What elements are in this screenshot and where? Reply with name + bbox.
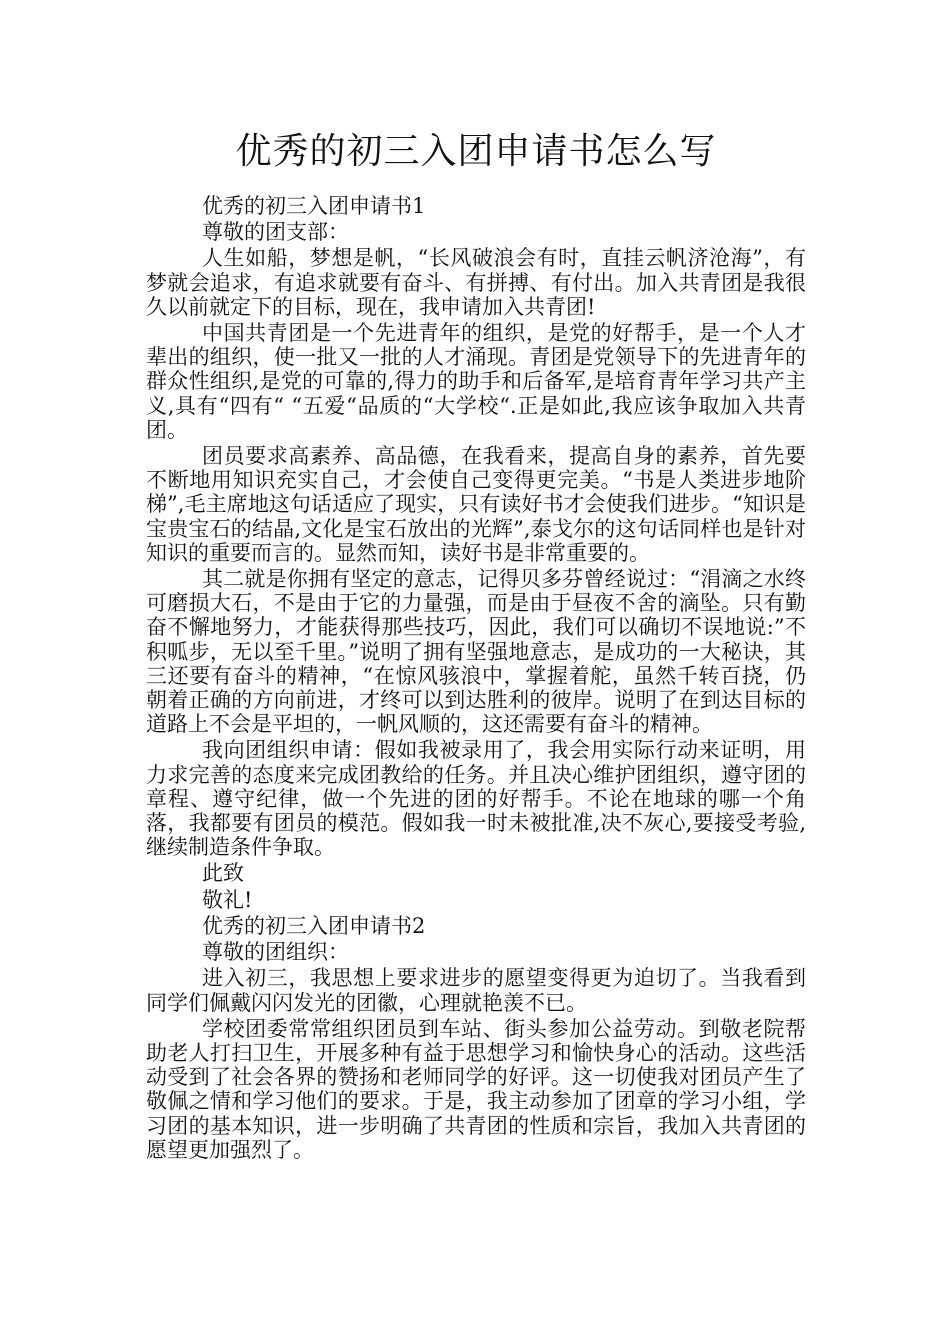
document-body <box>146 194 806 1162</box>
body-paragraph: 学校团委常常组织团员到车站、街头参加公益劳动。到敬老院帮助老人打扫卫生，开展多种有益于思想学习和愉快身心的活动。这些活动受到了社会各界的赞扬和老师同学的好评。这一切使我对团员产生了敬佩之情和学习他们的要求。于是，我主动参加了团章的学习小组，学习团的基本知识，进一步明确了共青团的性质和宗旨，我加入共青团的愿望更加强烈了。 <box>146 1016 806 1162</box>
section-heading-1: 优秀的初三入团申请书1 <box>202 194 426 218</box>
body-paragraph: 进入初三，我思想上要求进步的愿望变得更为迫切了。当我看到同学们佩戴闪闪发光的团徽，心理就艳羡不已。 <box>146 966 806 1015</box>
body-paragraph: 人生如船，梦想是帆，“长风破浪会有时，直挂云帆济沧海”，有梦就会追求，有追求就要有奋斗、有拼搏、有付出。加入共青团是我很久以前就定下的目标，现在，我申请加入共青团! <box>146 246 806 319</box>
salutation-2: 尊敬的团组织： <box>202 940 349 965</box>
salutation-1: 尊敬的团支部： <box>202 220 349 245</box>
section-heading-2: 优秀的初三入团申请书2 <box>202 913 426 938</box>
closing-line: 此致 <box>202 861 244 886</box>
body-paragraph: 其二就是你拥有坚定的意志，记得贝多芬曾经说过：“涓滴之水终可磨损大石，不是由于它的力量强，而是由于昼夜不舍的滴坠。只有勤奋不懈地努力，才能获得那些技巧，因此，我们可以确切不误地说:”不积呱步，无以至千里。”说明了拥有坚强地意志，是成功的一大秘诀，其三还要有奋斗的精神，“在惊风骇浪中，掌握着舵，虽然千转百挠，仍朝着正确的方向前进，才终可以到达胜利的彼岸。说明了在到达目标的道路上不会是平坦的，一帆风顺的，这还需要有奋斗的精神。 <box>146 567 806 737</box>
document-page <box>146 128 806 1164</box>
body-paragraph: 中国共青团是一个先进青年的组织，是党的好帮手，是一个人才辈出的组织，使一批又一批的人才涌现。青团是党领导下的先进青年的群众性组织,是党的可靠的,得力的助手和后备军,是培育青年学习共产主义,具有“四有“ “五爱“品质的“大学校“.正是如此,我应该争取加入共青团。 <box>146 321 806 442</box>
body-paragraph: 团员要求高素养、高品德，在我看来，提高自身的素养，首先要不断地用知识充实自己，才会使自己变得更完美。“书是人类进步地阶梯”,毛主席地这句话适应了现实，只有读好书才会使我们进步。“知识是宝贵宝石的结晶,文化是宝石放出的光辉”,泰戈尔的这句话同样也是针对知识的重要而言的。显然而知，读好书是非常重要的。 <box>146 444 806 565</box>
closing-line: 敬礼! <box>202 887 253 912</box>
document-title: 优秀的初三入团申请书怎么写 <box>235 131 717 172</box>
body-paragraph: 我向团组织申请：假如我被录用了，我会用实际行动来证明，用力求完善的态度来完成团教给的任务。并且决心维护团组织，遵守团的章程、遵守纪律，做一个先进的团的好帮手。不论在地球的哪一个角落，我都要有团员的模范。假如我一时未被批准,决不灰心,要接受考验,继续制造条件争取。 <box>146 738 806 860</box>
